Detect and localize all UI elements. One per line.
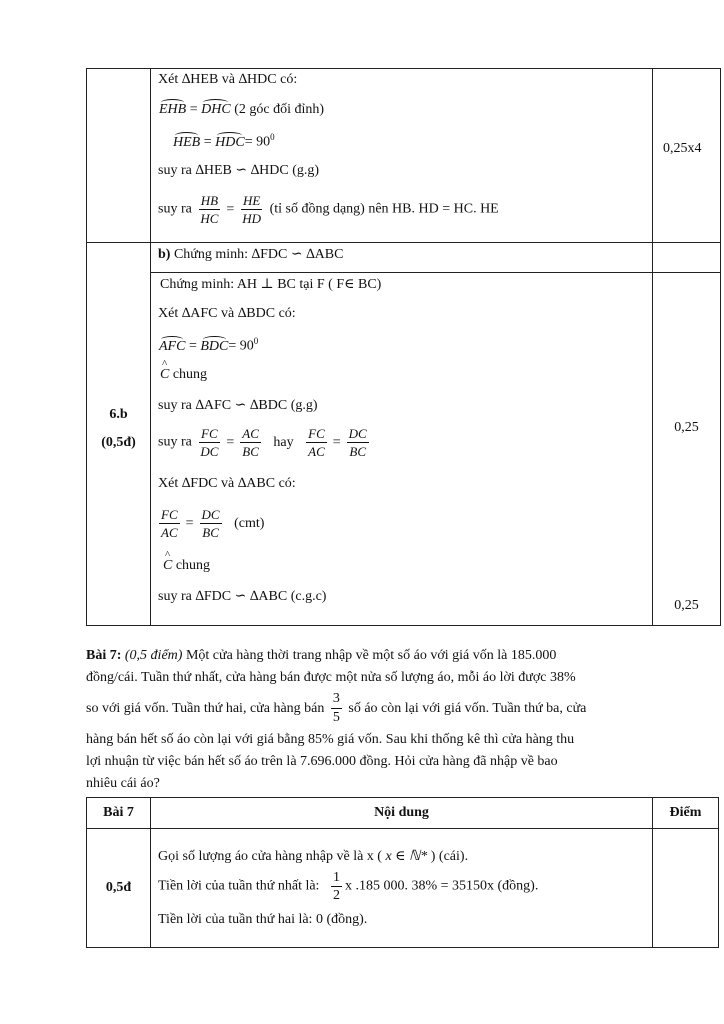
- part-a-line-1: Xét ∆HEB và ∆HDC có:: [158, 72, 298, 87]
- part-a-label-cell: [87, 69, 151, 243]
- row-line-2: Tiền lời của tuần thứ nhất là: $\frac{1}{2}$ x .185 000. 38% = 35150x (đồng).: [158, 870, 539, 903]
- part-b-line-10: suy ra ∆FDC ∽ ∆ABC (c.g.c): [158, 589, 327, 604]
- fraction-dc-bc: $\frac{DC}{BC}$: [348, 426, 367, 459]
- row-line-1: Gọi số lượng áo cửa hàng nhập về là x ( x ∈ ℕ* ) (cái).: [158, 849, 469, 864]
- part-b-score-2: 0,25: [674, 598, 699, 613]
- row-points: 0,5đ: [105, 880, 132, 895]
- row-score-cell: [653, 829, 719, 948]
- problem-7-text: [86, 645, 656, 795]
- part-b-line-5: suy ra ∆AFC ∽ ∆BDC (g.g): [158, 398, 318, 413]
- part-b-heading-score-cell: [653, 243, 721, 273]
- part-b-label: 6.b: [109, 407, 128, 422]
- row-line-3: Tiền lời của tuần thứ hai là: 0 (đồng).: [158, 912, 368, 927]
- header-diem: Điểm: [653, 798, 719, 829]
- part-a-line-4: suy ra ∆HEB ∽ ∆HDC (g.g): [158, 163, 320, 178]
- fraction-fc-dc: $\frac{FC}{DC}$: [200, 426, 219, 459]
- problem-7-line-1: Bài 7: (0,5 điểm) Một cửa hàng thời trang nhập về một số áo với giá vốn là 185.000: [86, 648, 557, 663]
- fraction-he-hd: $\frac{HE}{HD}$: [242, 193, 262, 226]
- fraction-3-5: $\frac{3}{5}$: [332, 691, 340, 726]
- part-b-line-8: $\frac{FC}{AC}$ = $\frac{DC}{BC}$ (cmt): [161, 507, 265, 540]
- part-b-line-4: ^ C chung: [160, 367, 207, 383]
- problem-7-line-4: hàng bán hết số áo còn lại với giá bằng 85% giá vốn. Sau khi thống kê thì cửa hàng thu: [86, 732, 575, 747]
- part-b-line-3: AFC = $BDC= 90^0$: [159, 336, 259, 354]
- part-b-points: (0,5đ): [101, 435, 136, 450]
- part-a-line-3: HEB = $HDC= 90^0$: [173, 132, 275, 150]
- fraction-1-2: $\frac{1}{2}$: [332, 870, 340, 903]
- part-b-content-cell: [151, 273, 653, 626]
- part-b-line-1: Chứng minh: AH ⊥ BC tại F ( F∈ BC): [160, 277, 382, 292]
- problem-7-line-2: đồng/cái. Tuần thứ nhất, cửa hàng bán được một nửa số lượng áo, mỗi áo lời được 38%: [86, 670, 576, 685]
- part-a-line-5: suy ra $\frac{HB}{HC}$ = $\frac{HE}{HD}$ (tỉ số đồng dạng) nên HB. HD = HC. HE: [158, 193, 499, 226]
- header-noi-dung: Nội dung: [151, 798, 653, 829]
- part-b-line-7: Xét ∆FDC và ∆ABC có:: [158, 476, 296, 491]
- row-content-cell: [151, 829, 653, 948]
- row-points-cell: [87, 829, 151, 948]
- part-b-heading-cell: [151, 243, 653, 273]
- part-b-heading: b) Chứng minh: ∆FDC ∽ ∆ABC: [158, 247, 344, 262]
- fraction-dc-bc-2: $\frac{DC}{BC}$: [201, 507, 220, 540]
- part-b-score-1: 0,25: [674, 420, 699, 435]
- part-b-line-2: Xét ∆AFC và ∆BDC có:: [158, 306, 296, 321]
- header-bai: Bài 7: [87, 798, 151, 829]
- part-a-score: 0,25x4: [663, 141, 702, 156]
- problem-7-line-5: lợi nhuận từ việc bán hết số áo trên là 7.696.000 đồng. Hỏi cửa hàng đã nhập về bao: [86, 754, 558, 769]
- solution-table-7: [86, 797, 719, 948]
- part-a-content-cell: [151, 69, 653, 243]
- part-b-line-6: suy ra $\frac{FC}{DC}$ = $\frac{AC}{BC}$ hay $\frac{FC}{AC}$ = $\frac{DC}{BC}$: [158, 426, 367, 459]
- fraction-fc-ac-2: $\frac{FC}{AC}$: [161, 507, 178, 540]
- fraction-hb-hc: $\frac{HB}{HC}$: [200, 193, 219, 226]
- solution-table-6: [86, 68, 721, 626]
- part-b-score-cell: [653, 273, 721, 626]
- fraction-fc-ac: $\frac{FC}{AC}$: [308, 426, 325, 459]
- part-b-label-cell: [87, 243, 151, 626]
- part-a-score-cell: [653, 69, 721, 243]
- problem-7-line-6: nhiêu cái áo?: [86, 776, 160, 791]
- part-b-line-9: ^ C chung: [163, 558, 210, 574]
- problem-7-line-3: so với giá vốn. Tuần thứ hai, cửa hàng bán $\frac{3}{5}$ số áo còn lại với giá vốn. Tuần thứ ba, cửa: [86, 691, 587, 726]
- part-a-line-2: EHB = DHC (2 góc đối đỉnh): [159, 102, 325, 117]
- fraction-ac-bc: $\frac{AC}{BC}$: [242, 426, 259, 459]
